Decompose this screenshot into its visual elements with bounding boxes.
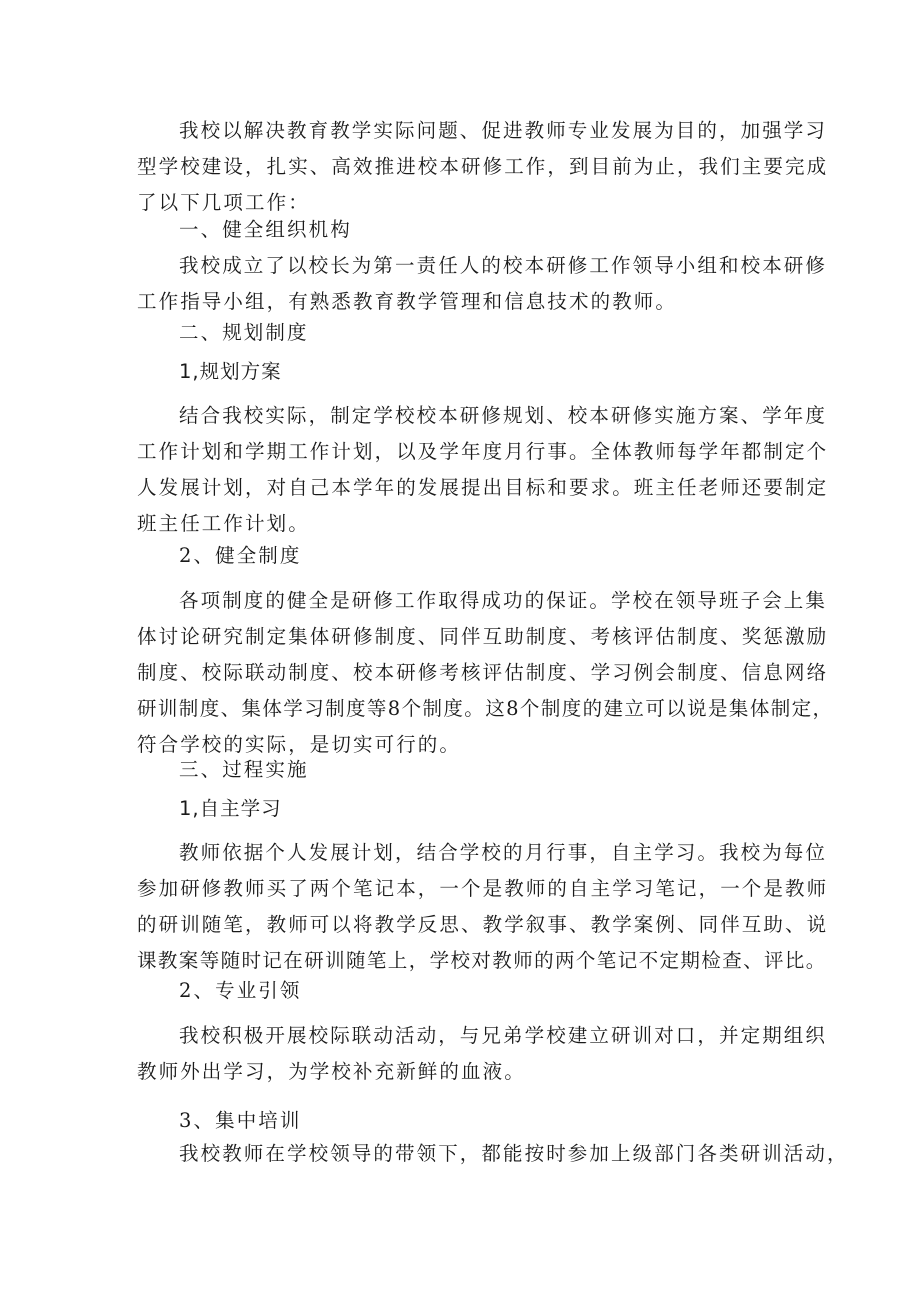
subsection-heading: 3、集中培训 — [179, 1109, 302, 1132]
paragraph-line: 结合我校实际，制定学校校本研修规划、校本研修实施方案、学年度 — [179, 404, 828, 427]
paragraph-line: 各项制度的健全是研修工作取得成功的保证。学校在领导班子会上集 — [179, 589, 828, 612]
sub3-2-paragraph — [137, 1018, 828, 1090]
sub2-1-paragraph — [137, 398, 829, 542]
subsection-heading: 2、健全制度 — [179, 544, 302, 567]
paragraph-line: 人发展计划，对自己本学年的发展提出目标和要求。班主任老师还要制定 — [137, 476, 829, 499]
subsection-heading: 1,规划方案 — [179, 360, 282, 383]
section1-paragraph — [137, 248, 828, 320]
paragraph-line: 型学校建设，扎实、高效推进校本研修工作，到目前为止，我们主要完成 — [137, 155, 829, 178]
paragraph-line: 我校以解决教育教学实际问题、促进教师专业发展为目的，加强学习 — [179, 119, 828, 142]
paragraph-line: 我校教师在学校领导的带领下，都能按时参加上级部门各类研训活动， — [179, 1142, 849, 1165]
sub3-1-paragraph — [137, 835, 829, 979]
paragraph-line: 工作计划和学期工作计划，以及学年度月行事。全体教师每学年都制定个 — [137, 440, 829, 463]
intro-paragraph — [137, 113, 829, 221]
paragraph-line: 教师依据个人发展计划，结合学校的月行事，自主学习。我校为每位 — [179, 841, 828, 864]
section-heading: 三、过程实施 — [179, 758, 309, 781]
paragraph-line: 了以下几项工作： — [137, 191, 310, 214]
subsection-heading: 2、专业引领 — [179, 979, 302, 1002]
paragraph-line: 我校成立了以校长为第一责任人的校本研修工作领导小组和校本研修 — [179, 254, 828, 277]
paragraph-line: 教师外出学习，为学校补充新鲜的血液。 — [137, 1060, 526, 1083]
paragraph-line: 工作指导小组，有熟悉教育教学管理和信息技术的教师。 — [137, 290, 678, 313]
paragraph-line: 的研训随笔，教师可以将教学反思、教学叙事、教学案例、同伴互助、说 — [137, 913, 829, 936]
subsection-heading: 1,自主学习 — [179, 797, 282, 820]
paragraph-line: 研训制度、集体学习制度等8个制度。这8个制度的建立可以说是集体制定， — [137, 697, 834, 720]
sub3-3-paragraph — [137, 1136, 849, 1172]
section-heading: 一、健全组织机构 — [179, 218, 352, 241]
paragraph-line: 制度、校际联动制度、校本研修考核评估制度、学习例会制度、信息网络 — [137, 661, 829, 684]
paragraph-line: 课教案等随时记在研训随笔上，学校对教师的两个笔记不定期检查、评比。 — [137, 949, 827, 972]
sub2-2-paragraph — [137, 583, 834, 763]
section-heading: 二、规划制度 — [179, 321, 309, 344]
paragraph-line: 参加研修教师买了两个笔记本，一个是教师的自主学习笔记，一个是教师 — [137, 877, 829, 900]
paragraph-line: 符合学校的实际，是切实可行的。 — [137, 733, 462, 756]
paragraph-line: 体讨论研究制定集体研修制度、同伴互助制度、考核评估制度、奖惩激励 — [137, 625, 829, 648]
paragraph-line: 班主任工作计划。 — [137, 512, 310, 535]
paragraph-line: 我校积极开展校际联动活动，与兄弟学校建立研训对口，并定期组织 — [179, 1024, 828, 1047]
